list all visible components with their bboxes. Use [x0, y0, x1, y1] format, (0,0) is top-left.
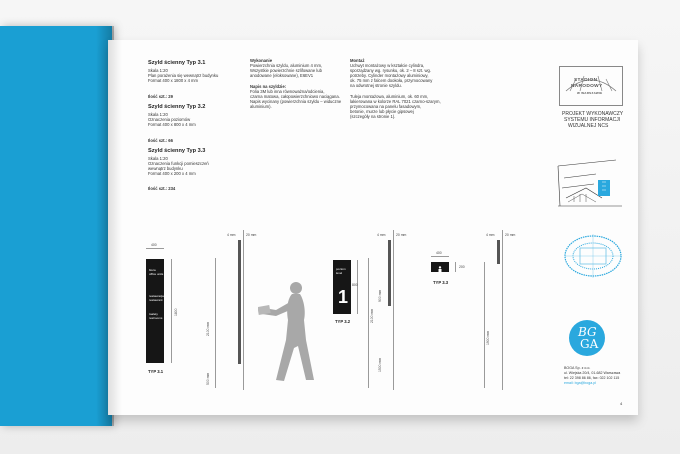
section-count: Ilość szt.: 234	[148, 186, 176, 191]
middle-text: anodowane (eloksowane), E6EV1	[250, 73, 314, 78]
middle-text: Wszystkie powierzchnie szlifowane lub	[250, 68, 322, 73]
dim-2100: 2100 mm	[206, 321, 210, 336]
project-title-2: SYSTEMU INFORMACJI	[564, 117, 621, 123]
dim-20mm: 20 mm	[246, 233, 257, 237]
dim-20mm-2: 20 mm	[396, 233, 407, 237]
section-count: Ilość szt.: 29	[148, 94, 173, 99]
wall-sign-side	[238, 240, 241, 364]
panel-item: restrooms	[149, 316, 163, 320]
panel32-number: 1	[338, 287, 349, 307]
panel32-text: level	[336, 271, 343, 275]
logo-line-2: NARODOWY	[571, 84, 603, 89]
project-title-1: PROJEKT WYKONAWCZY	[562, 111, 624, 117]
right-text: ok. 75 mm z falcem dookoła, przymocowany	[350, 78, 433, 83]
dim-line-wall	[215, 258, 216, 388]
right-text: przymocowana na panelu fasadowym,	[350, 104, 422, 109]
page-number: 4	[620, 401, 623, 406]
dim-20mm-3: 20 mm	[505, 233, 516, 237]
section-line: Format 400 x 800 x 4 mm	[148, 122, 196, 127]
right-text: lakierowana w kolorze RAL 7021 czarno-szarym,	[350, 99, 441, 104]
dim-line-height	[171, 259, 172, 363]
sign-panel-typ32	[333, 260, 351, 314]
boga-logo	[569, 320, 605, 356]
panel-item: restauracja	[149, 294, 164, 298]
panel-item: restaurant	[149, 298, 163, 302]
page-gutter	[108, 40, 122, 415]
logo-top: BG	[578, 325, 597, 339]
section-line: Skala 1:20	[148, 68, 168, 73]
middle-text: aluminium).	[250, 104, 272, 109]
middle-heading: Wykonanie	[250, 58, 273, 63]
dim-line-200	[455, 262, 456, 272]
middle-text: czarna matowa, całopowierzchniowo naciągana.	[250, 94, 340, 99]
dim-500: 500 mm	[206, 372, 210, 385]
dim-width-400: 400	[151, 243, 157, 247]
wall-sign-side-3	[497, 240, 500, 264]
panel-item: office units	[149, 272, 164, 276]
section-line: Oznaczenia funkcji pomieszczeń	[148, 161, 209, 166]
right-text: potrzeby. Cylinder montażowy aluminiowy,	[350, 73, 429, 78]
logo-bottom: GA	[580, 337, 599, 351]
stadion-logo	[559, 66, 623, 106]
section-line: Format 400 x 1800 x 4 mm	[148, 78, 199, 83]
section-line: wewnątrz budynku	[148, 166, 183, 171]
dim-4mm-3: 4 mm	[486, 233, 495, 237]
project-title-3: WIZUALNEJ NCS	[568, 123, 609, 129]
wall-sign-side-2	[388, 240, 391, 306]
dim-4mm-2: 4 mm	[377, 233, 386, 237]
middle-text: Powierzchnia szyldu, aluminium 4 mm,	[250, 63, 323, 68]
dim-4mm: 4 mm	[227, 233, 236, 237]
dim-800: 800	[352, 283, 358, 287]
stadium-plan-drawing	[560, 232, 626, 280]
right-text: na odwrotnej stronie szyldu.	[350, 83, 402, 88]
middle-text: Napis wycinany (powierzchnia szyldu – widuczne	[250, 99, 342, 104]
restroom-icon	[431, 265, 449, 275]
dim-1500: 1500 mm	[378, 357, 382, 372]
dim-2100b: 2100 mm	[370, 308, 374, 323]
typ32-caption: TYP 3.2	[335, 319, 351, 324]
section-title: Szyld ścienny Typ 3.3	[148, 148, 206, 154]
right-text: betonie, murze lub płycie gipsowej	[350, 109, 414, 114]
dim-1900: 1900 mm	[486, 330, 490, 345]
stadium-section-drawing	[556, 158, 626, 214]
typ33-caption: TYP 3.3	[433, 280, 449, 285]
dim-line-wall2	[368, 258, 369, 388]
sign-panel-typ31	[146, 259, 164, 363]
dim-line-1900	[484, 262, 485, 388]
section-line: Plan porażenia się wewnątrz budynku	[148, 73, 219, 78]
dim-line-width-3	[431, 256, 449, 257]
dim-line-width	[146, 248, 164, 249]
section-count: Ilość szt.: 66	[148, 138, 173, 143]
middle-text: Folia 3M lub inna równoważna/odcienia,	[250, 89, 325, 94]
sign-panel-typ33	[431, 262, 449, 272]
right-text: (szczegóły na stronie 1).	[350, 114, 396, 119]
logo-line-3: W WARSZAWIE	[577, 91, 603, 95]
logo-line-1: STADION	[574, 78, 598, 83]
section-line: Format 400 x 200 x 4 mm	[148, 171, 196, 176]
section-line: Skala 1:20	[148, 156, 168, 161]
person-silhouette	[258, 280, 328, 392]
middle-heading: Napis na szyldzie:	[250, 84, 287, 89]
dim-line-800	[357, 260, 358, 314]
dim-200: 200	[459, 265, 465, 269]
panel-item: biura	[149, 268, 156, 272]
right-heading: Montaż	[350, 58, 365, 63]
right-text: sporządzany wg. rysunku, ok. 2 – 8 szt. wg.	[350, 68, 431, 73]
dim-900: 900 mm	[378, 289, 382, 302]
company-line: ul. Wiejska 20/4, 01-682 Warszawa	[564, 371, 621, 375]
section-title: Szyld ścienny Typ 3.2	[148, 104, 206, 110]
wall-line	[243, 230, 244, 390]
section-line: Skala 1:20	[148, 112, 168, 117]
right-text: Tuleja montażowa, aluminium, ok. 60 mm,	[350, 94, 429, 99]
panel-item: toalety	[149, 312, 158, 316]
company-line: BOGA Sp. z o.o.	[564, 366, 591, 370]
dim-width-400-3: 400	[436, 251, 442, 255]
wall-line-3	[502, 230, 503, 390]
company-line: tel: 22 398 86 86, fax: 022 102 115	[564, 376, 620, 380]
company-email: email: bga@boga.pl	[564, 381, 597, 385]
section-title: Szyld ścienny Typ 3.1	[148, 60, 206, 66]
typ31-caption: TYP 3.1	[148, 369, 164, 374]
right-text: Uchwyt montażowy w kształcie cylindra,	[350, 63, 425, 68]
section-line: Oznaczenia poziomów	[148, 117, 191, 122]
panel32-text: poziom	[336, 267, 346, 271]
wall-line-2	[393, 230, 394, 390]
dim-height-1800: 1800	[174, 308, 178, 316]
